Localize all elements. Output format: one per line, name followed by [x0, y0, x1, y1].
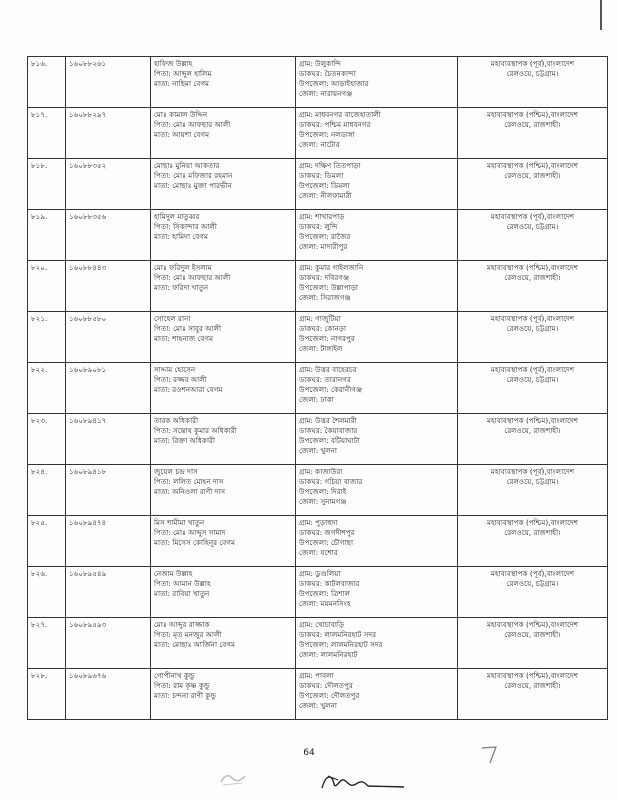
mother-text: মাতা: অনিওলা রাণী দাস: [154, 487, 226, 496]
applicant-cell: [151, 516, 296, 567]
post-2-text: রেলওয়ে, রাজশাহী।: [504, 681, 561, 690]
name-text: সাদ্দাম হোসেন: [154, 365, 196, 374]
posting-cell: [458, 312, 608, 363]
post-2-text: রেলওয়ে, চট্টগ্রাম।: [506, 324, 559, 333]
address-cell: [296, 516, 458, 567]
address-cell: [296, 414, 458, 465]
father-text: পিতা: আব্দুল হালিম: [154, 69, 212, 78]
post-1-text: মহাব্যবস্থাপক (পশ্চিম),বাংলাদেশ: [486, 620, 579, 629]
serial-cell: [28, 414, 66, 465]
roll-cell: [66, 669, 151, 720]
upazila-text: উপজেলা: দিরাই: [299, 487, 347, 496]
district-text: জেলা: নীলফামারী: [299, 191, 352, 200]
name-text: মোছাঃ মুনিয়া আকতার: [154, 161, 220, 170]
name-text: নেজাম উল্লাহ: [154, 569, 193, 578]
page-number: 64: [303, 748, 315, 758]
mother-text: মাতা: হামিদা বেগম: [154, 232, 208, 241]
applicant-cell: [151, 210, 296, 261]
serial-cell: [28, 159, 66, 210]
post-2-text: রেলওয়ে, চট্টগ্রাম।: [506, 477, 559, 486]
upazila-text: উপজেলা: উল্লাপাড়া: [299, 283, 358, 292]
post-1-text: মহাব্যবস্থাপক (পূর্ব),বাংলাদেশ: [490, 212, 575, 221]
applicant-cell: [151, 312, 296, 363]
po-text: ডাকঘর: লুন্দি: [299, 222, 338, 231]
post-1-text: মহাব্যবস্থাপক (পশ্চিম),বাংলাদেশ: [486, 518, 579, 527]
roll-text: ১৬০৮৮৩৫৬: [69, 212, 107, 221]
district-text: জেলা: মাদারীপুর: [299, 242, 348, 251]
post-2-text: রেলওয়ে, রাজশাহী।: [504, 630, 561, 639]
table-row: [28, 618, 608, 669]
applicant-cell: [151, 159, 296, 210]
roll-cell: [66, 465, 151, 516]
upazila-text: উপজেলা: ত্রিশাল: [299, 589, 350, 598]
roll-text: ১৬০৮৮২৬১: [69, 59, 107, 68]
mother-text: মাতা: মোছাঃ আর্জিনা বেগম: [154, 640, 235, 649]
district-text: জেলা: টাঙ্গাইল: [299, 344, 343, 353]
address-cell: [296, 261, 458, 312]
address-cell: [296, 57, 458, 108]
table-row: [28, 312, 608, 363]
applicant-cell: [151, 363, 296, 414]
father-text: পিতা: ললিত মোহন দাস: [154, 477, 224, 486]
serial-text: ৮২৩.: [31, 416, 48, 425]
posting-cell: [458, 363, 608, 414]
serial-cell: [28, 465, 66, 516]
posting-cell: [458, 567, 608, 618]
mother-text: মাতা: মোছাঃ মুক্তা পারভীন: [154, 181, 232, 190]
father-text: পিতা: রাম কৃষ্ণ কুন্ডু: [154, 681, 210, 690]
po-text: ডাকঘর: ডিমলা: [299, 171, 344, 180]
table-row: [28, 465, 608, 516]
upazila-text: উপজেলা: দৌলতপুর: [299, 691, 360, 700]
district-text: জেলা: যশোর: [299, 548, 338, 557]
serial-cell: [28, 363, 66, 414]
upazila-text: উপজেলা: বটিয়াঘাটা: [299, 436, 360, 445]
district-text: জেলা: খুলনা: [299, 446, 337, 455]
father-text: পিতা: রজ্জব আলী: [154, 375, 207, 384]
serial-text: ৮২৬.: [31, 569, 48, 578]
po-text: ডাকঘর: গচিয়া বাজার: [299, 477, 363, 486]
post-2-text: রেলওয়ে, রাজশাহী।: [504, 120, 561, 129]
roll-cell: [66, 414, 151, 465]
address-cell: [296, 567, 458, 618]
applicant-cell: [151, 57, 296, 108]
upazila-text: উপজেলা: লালমনিরহাট সদর: [299, 640, 383, 649]
roll-text: ১৬০৮৮৪৪৩: [69, 263, 107, 272]
table-row: [28, 669, 608, 720]
po-text: ডাকঘর: কোনড়া: [299, 324, 347, 333]
upazila-text: উপজেলা: ডিমলা: [299, 181, 350, 190]
father-text: পিতা: মৃত মনজুর আলী: [154, 630, 222, 639]
serial-cell: [28, 516, 66, 567]
address-cell: [296, 363, 458, 414]
post-2-text: রেলওয়ে, চট্টগ্রাম।: [506, 222, 559, 231]
roll-cell: [66, 312, 151, 363]
serial-text: ৮২৮.: [31, 671, 48, 680]
applicant-cell: [151, 108, 296, 159]
roll-cell: [66, 159, 151, 210]
post-2-text: রেলওয়ে, চট্টগ্রাম।: [506, 579, 559, 588]
father-text: পিতা: মোঃ সাবুর আলী: [154, 324, 222, 333]
name-text: তারক অধিকারী: [154, 416, 199, 425]
serial-text: ৮২২.: [31, 365, 48, 374]
serial-text: ৮১৬.: [31, 59, 48, 68]
applicant-cell: [151, 669, 296, 720]
po-text: ডাকঘর: কৈয়াবাজার: [299, 426, 358, 435]
name-text: হামিদুল মাতুব্বর: [154, 212, 200, 221]
table-row: [28, 210, 608, 261]
serial-text: ৮১৭.: [31, 110, 48, 119]
village-text: গ্রাম: দক্ষিণ তিতপাড়া: [299, 161, 361, 170]
upazila-text: উপজেলা: আড়াইহাজার: [299, 79, 369, 88]
serial-text: ৮২৭.: [31, 620, 48, 629]
name-text: মোঃ ফরিদুল ইসলাম: [154, 263, 212, 272]
table-row: [28, 57, 608, 108]
roll-cell: [66, 618, 151, 669]
post-2-text: রেলওয়ে, রাজশাহী।: [504, 171, 561, 180]
mother-text: মাতা: শাহনাজ বেগম: [154, 334, 214, 343]
roll-cell: [66, 516, 151, 567]
district-text: জেলা: খুলনা: [299, 701, 337, 710]
village-text: গ্রাম: পুড়াহুদা: [299, 518, 338, 527]
upazila-text: উপজেলা: নলডাঙ্গা: [299, 130, 355, 139]
upazila-text: উপজেলা: রাজৈর: [299, 232, 351, 241]
village-text: গ্রাম: কাজাউরা: [299, 467, 343, 476]
serial-cell: [28, 108, 66, 159]
father-text: পিতা: সন্তোষ কুমার অধিকারী: [154, 426, 237, 435]
name-text: মিস শামীমা খাতুন: [154, 518, 205, 527]
post-2-text: রেলওয়ে, রাজশাহী।: [504, 528, 561, 537]
applicant-cell: [151, 465, 296, 516]
roll-text: ১৬০৮৯৬৭৬: [69, 671, 107, 680]
name-text: সোহেল রানা: [154, 314, 191, 323]
serial-cell: [28, 57, 66, 108]
name-text: হাফিজ উল্লাহ: [154, 59, 193, 68]
roll-cell: [66, 210, 151, 261]
records-table-body: [28, 57, 608, 720]
serial-text: ৮১৯.: [31, 212, 48, 221]
serial-text: ৮২০.: [31, 263, 48, 272]
post-1-text: মহাব্যবস্থাপক (পূর্ব),বাংলাদেশ: [490, 59, 575, 68]
post-1-text: মহাব্যবস্থাপক (পশ্চিম),বাংলাদেশ: [486, 110, 579, 119]
pen-mark: [478, 744, 508, 766]
roll-text: ১৬০৮৯৫৪৯: [69, 569, 107, 578]
post-1-text: মহাব্যবস্থাপক (পশ্চিম),বাংলাদেশ: [486, 161, 579, 170]
applicant-cell: [151, 618, 296, 669]
roll-text: ১৬০৮৮২৯৭: [69, 110, 107, 119]
po-text: ডাকঘর: লালমনিরহাট সদর: [299, 630, 377, 639]
roll-text: ১৬০৮৯৪১৭: [69, 416, 107, 425]
posting-cell: [458, 159, 608, 210]
faded-stamp-mark: [218, 768, 248, 788]
applicant-cell: [151, 567, 296, 618]
serial-text: ৮১৮.: [31, 161, 48, 170]
district-text: জেলা: ময়মনসিংহ: [299, 599, 351, 608]
po-text: ডাকঘর: জগদীশপুর: [299, 528, 355, 537]
roll-text: ১৬০৮৯৪১৮: [69, 467, 107, 476]
table-row: [28, 261, 608, 312]
serial-cell: [28, 618, 66, 669]
roll-cell: [66, 261, 151, 312]
serial-text: ৮২৪.: [31, 467, 48, 476]
village-text: গ্রাম: গাজুটিয়া: [299, 314, 341, 323]
village-text: গ্রাম: উত্তর শৈলমারী: [299, 416, 357, 425]
name-text: মোঃ আব্দুর রাজ্জাক: [154, 620, 210, 629]
post-1-text: মহাব্যবস্থাপক (পূর্ব),বাংলাদেশ: [490, 365, 575, 374]
village-text: গ্রাম: পাবলা: [299, 671, 334, 680]
mother-text: মাতা: ফরিদা খাতুন: [154, 283, 209, 292]
father-text: পিতা: সিকান্দার আলী: [154, 222, 217, 231]
serial-cell: [28, 567, 66, 618]
post-2-text: রেলওয়ে, রাজশাহী।: [504, 273, 561, 282]
posting-cell: [458, 414, 608, 465]
mother-text: মাতা: চন্দনা রাণী কুন্ডু: [154, 691, 217, 700]
father-text: পিতা: আমান উল্লাহ: [154, 579, 211, 588]
district-text: জেলা: সুনামগঞ্জ: [299, 497, 347, 506]
posting-cell: [458, 618, 608, 669]
serial-text: ৮২১.: [31, 314, 48, 323]
father-text: পিতা: মোঃ আফছার আলী: [154, 120, 231, 129]
upazila-text: উপজেলা: নাগরপুর: [299, 334, 355, 343]
father-text: পিতা: মোঃ আফছার আলী: [154, 273, 231, 282]
post-1-text: মহাব্যবস্থাপক (পূর্ব),বাংলাদেশ: [490, 314, 575, 323]
village-text: গ্রাম: ডুগুলিয়া: [299, 569, 341, 578]
name-text: জুয়েল চন্দ্র দাস: [154, 467, 198, 476]
roll-text: ১৬০৮৯৪৭৪: [69, 518, 107, 527]
roll-cell: [66, 363, 151, 414]
serial-cell: [28, 261, 66, 312]
posting-cell: [458, 465, 608, 516]
roll-cell: [66, 567, 151, 618]
roll-cell: [66, 57, 151, 108]
roll-text: ১৬০৮৯০৮১: [69, 365, 107, 374]
records-table: [27, 56, 608, 720]
name-text: মোঃ কামাল উদ্দিন: [154, 110, 208, 119]
mother-text: মাতা: রওশনআরা বেগম: [154, 385, 223, 394]
po-text: ডাকঘর: দবিরগঞ্জ: [299, 273, 350, 282]
roll-text: ১৬০৮৮৫৮০: [69, 314, 107, 323]
village-text: গ্রাম: কুমার গাইলজানি: [299, 263, 364, 272]
upazila-text: উপজেলা: কেরানীগঞ্জ: [299, 385, 363, 394]
village-text: গ্রাম: উত্তর বাহেরচর: [299, 365, 357, 374]
posting-cell: [458, 516, 608, 567]
po-text: ডাকঘর: কাটলবাজার: [299, 579, 360, 588]
name-text: গোপীনাথ কুন্ডু: [154, 671, 195, 680]
post-2-text: রেলওয়ে, চট্টগ্রাম।: [506, 69, 559, 78]
post-2-text: রেলওয়ে, চট্টগ্রাম।: [506, 375, 559, 384]
serial-cell: [28, 210, 66, 261]
district-text: জেলা: নাটোর: [299, 140, 340, 149]
address-cell: [296, 669, 458, 720]
mother-text: মাতা: মিসেস কোহিনূর বেগম: [154, 538, 235, 547]
village-text: গ্রাম: শাখারপাড়: [299, 212, 345, 221]
handwritten-signature: [318, 770, 408, 794]
address-cell: [296, 210, 458, 261]
table-row: [28, 516, 608, 567]
applicant-cell: [151, 261, 296, 312]
posting-cell: [458, 261, 608, 312]
posting-cell: [458, 669, 608, 720]
address-cell: [296, 312, 458, 363]
post-1-text: মহাব্যবস্থাপক (পশ্চিম),বাংলাদেশ: [486, 416, 579, 425]
mother-text: মাতা: রিক্তা অধিকারী: [154, 436, 216, 445]
father-text: পিতা: মোঃ মফিজার রহমান: [154, 171, 233, 180]
serial-text: ৮২৫.: [31, 518, 48, 527]
serial-cell: [28, 669, 66, 720]
roll-text: ১৬০৮৯৫৯৩: [69, 620, 107, 629]
village-text: গ্রাম: মাধবনগর বাজেহাতালী: [299, 110, 381, 119]
father-text: পিতা: মোঃ আব্দুস সামাদ: [154, 528, 226, 537]
village-text: গ্রাম: উলুকান্দি: [299, 59, 342, 68]
mother-text: মাতা: নাছিমা বেগম: [154, 79, 210, 88]
posting-cell: [458, 210, 608, 261]
mother-text: মাতা: আয়শা বেগম: [154, 130, 210, 139]
table-row: [28, 108, 608, 159]
post-1-text: মহাব্যবস্থাপক (পূর্ব),বাংলাদেশ: [490, 569, 575, 578]
district-text: জেলা: সিরাজগঞ্জ: [299, 293, 351, 302]
address-cell: [296, 159, 458, 210]
upazila-text: উপজেলা: চৌগাছা: [299, 538, 354, 547]
po-text: ডাকঘর: পশ্চিম মাধবনগর: [299, 120, 371, 129]
address-cell: [296, 108, 458, 159]
po-text: ডাকঘর: তারানগর: [299, 375, 351, 384]
district-text: জেলা: ঢাকা: [299, 395, 334, 404]
address-cell: [296, 618, 458, 669]
post-1-text: মহাব্যবস্থাপক (পূর্ব),বাংলাদেশ: [490, 467, 575, 476]
serial-cell: [28, 312, 66, 363]
posting-cell: [458, 108, 608, 159]
district-text: জেলা: লালমনিরহাট: [299, 650, 358, 659]
applicant-cell: [151, 414, 296, 465]
po-text: ডাকঘর: চৈতনকান্দা: [299, 69, 356, 78]
post-2-text: রেলওয়ে, রাজশাহী।: [504, 426, 561, 435]
table-row: [28, 567, 608, 618]
post-1-text: মহাব্যবস্থাপক (পশ্চিম),বাংলাদেশ: [486, 671, 579, 680]
table-row: [28, 414, 608, 465]
post-1-text: মহাব্যবস্থাপক (পশ্চিম),বাংলাদেশ: [486, 263, 579, 272]
village-text: গ্রাম: খোচাবাড়ি: [299, 620, 345, 629]
posting-cell: [458, 57, 608, 108]
district-text: জেলা: নারায়নগঞ্জ: [299, 89, 353, 98]
po-text: ডাকঘর: দৌলতপুর: [299, 681, 353, 690]
table-row: [28, 159, 608, 210]
roll-cell: [66, 108, 151, 159]
mother-text: মাতা: রাবিয়া খাতুন: [154, 589, 210, 598]
table-row: [28, 363, 608, 414]
roll-text: ১৬০৮৮৩৫২: [69, 161, 107, 170]
scan-edge-mark: [600, 0, 602, 30]
address-cell: [296, 465, 458, 516]
